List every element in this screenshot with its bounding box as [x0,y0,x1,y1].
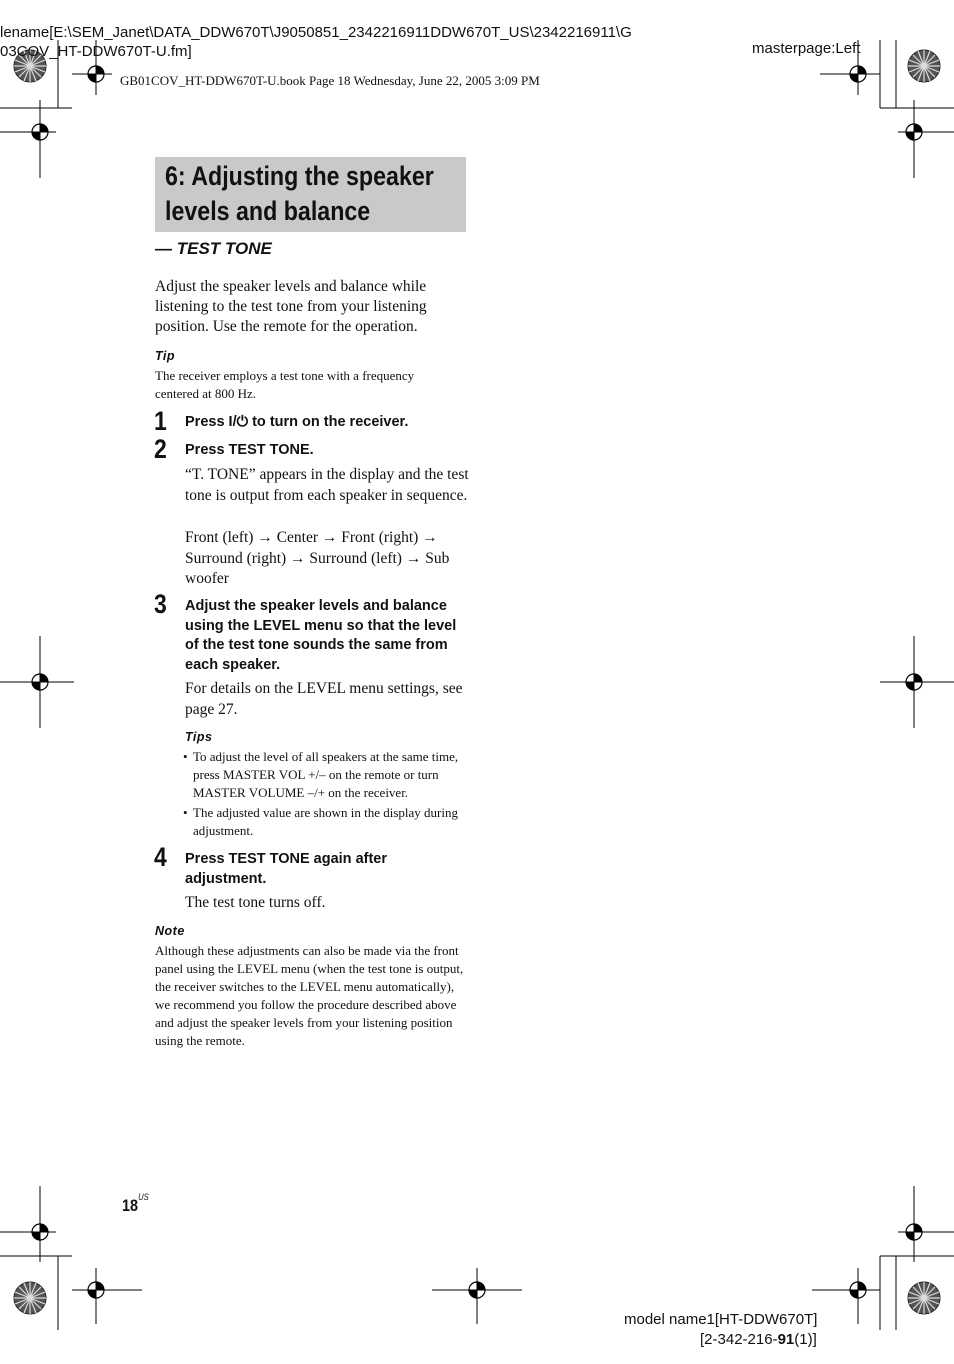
star-mark-top-right [908,50,940,82]
star-mark-bottom-left [14,1282,46,1314]
section-title [165,159,457,229]
step-3-heading: Adjust the speaker levels and balance using the LEVEL menu so that the level of the test tone sounds the same from each speaker. [185,598,457,673]
intro-paragraph: Adjust the speaker levels and balance while listening to the test tone from your listening position. Use the remote for the operation. [155,278,427,335]
part-number-bold: 91 [777,1331,795,1348]
power-icon: I/⏻ [228,414,249,430]
book-info-line: GB01COV_HT-DDW670T-U.book Page 18 Wednesday, June 22, 2005 3:09 PM [120,73,540,88]
tip-label: Tip [155,349,176,363]
step-1-number: 1 [154,406,167,436]
step-3-number: 3 [154,589,167,619]
filename-header [0,23,632,61]
tips-list [184,748,470,840]
step-2-number: 2 [154,434,167,464]
step-1-heading-pre: Press [185,414,229,430]
part-number-line [700,1331,817,1348]
step-4-number: 4 [154,842,167,872]
note-text: Although these adjustments can also be made via the front panel using the LEVEL menu (when the test tone is output, the receiver switches to the LEVEL menu automatically), we recommend you follow the procedure described above and adjust the speaker levels from your listening position using the remote. [155,943,464,1048]
tip-text: The receiver employs a test tone with a frequency centered at 800 Hz. [155,368,415,401]
tips-label: Tips [185,730,213,744]
tip-item: • The adjusted value are shown in the display during adjustment. [184,804,470,840]
step-3-body: For details on the LEVEL menu settings, see page 27. [185,680,463,718]
page-number-suffix: US [138,1192,149,1203]
filename-line-2: 03COV_HT-DDW670T-U.fm] [0,43,192,60]
note-label: Note [155,924,185,938]
page-number-value: 18 [122,1196,139,1215]
tip-item: • To adjust the level of all speakers at the same time, press MASTER VOL +/– on the remote or turn MASTER VOLUME –/+ on the receiver. [184,748,470,802]
title-line-2: levels and balance [165,196,371,226]
part-number-pre: [2-342-216- [700,1331,778,1348]
masterpage-label: masterpage:Left [752,40,861,57]
page-number [122,1192,149,1216]
star-mark-bottom-right [908,1282,940,1314]
step-1-heading-post: to turn on the receiver. [248,414,409,430]
step-4-heading: Press TEST TONE again after adjustment. [185,851,387,887]
step-2-heading: Press TEST TONE. [185,442,314,458]
step-2-sequence: Front (left) → Center → Front (right) → Surround (right) → Surround (left) → Sub woofer [185,529,450,587]
section-subtitle: — TEST TONE [155,239,272,258]
step-1-heading [185,413,470,433]
part-number-post: (1)] [794,1331,817,1348]
step-2-body: “T. TONE” appears in the display and the test tone is output from each speaker in sequence. [185,466,469,504]
step-4-body: The test tone turns off. [185,894,326,911]
section-title-box [155,157,466,232]
title-line-1: 6: Adjusting the speaker [165,161,434,191]
filename-line-1: lename[E:\SEM_Janet\DATA_DDW670T\J9050851_2342216911DDW670T_US\2342216911\G [0,24,632,41]
model-name-line: model name1[HT-DDW670T] [624,1311,818,1328]
